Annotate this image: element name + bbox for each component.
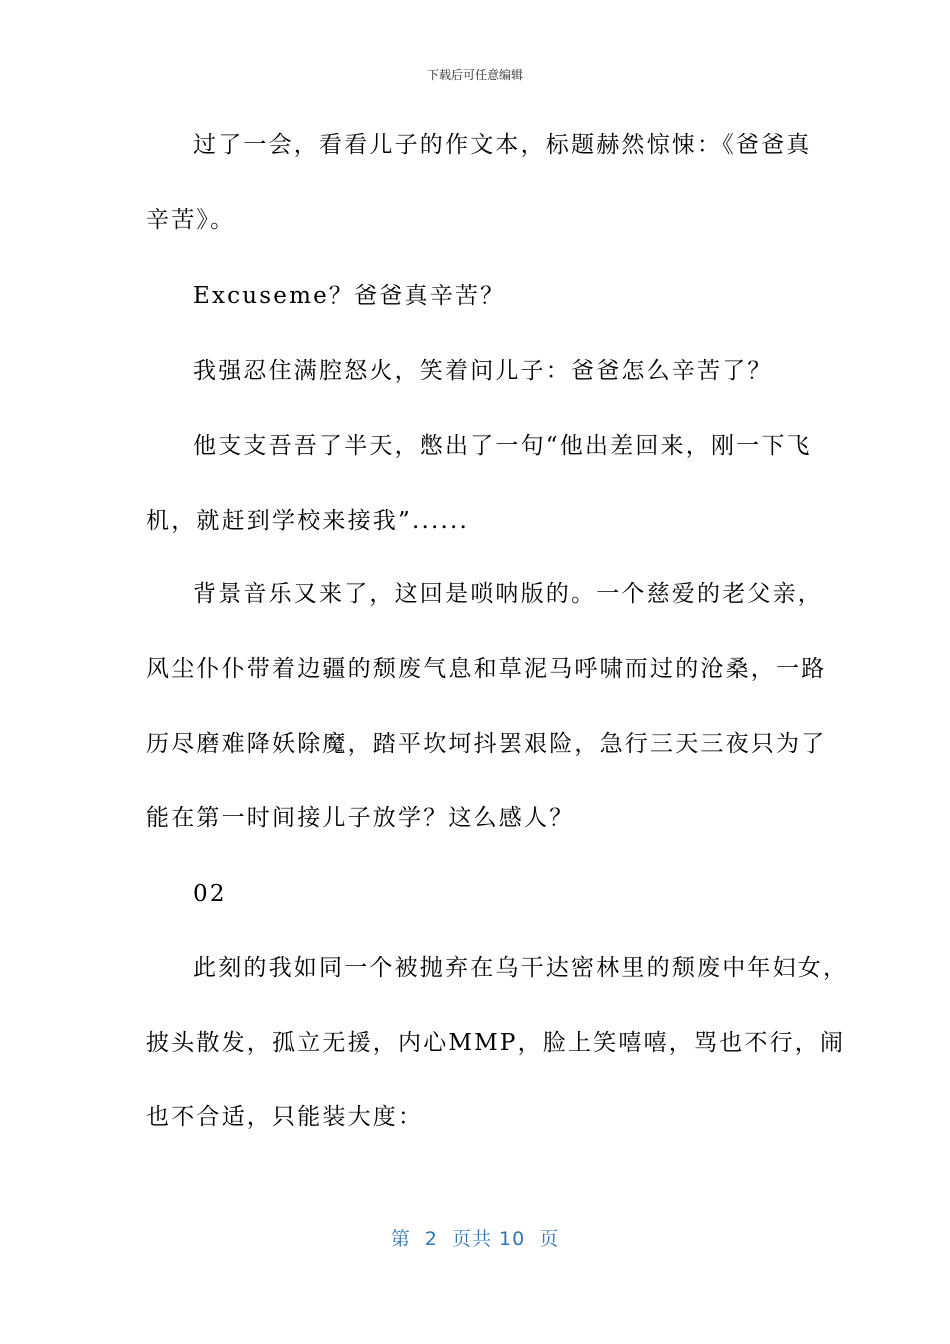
paragraph-line: 也不合适，只能装大度： — [146, 1104, 424, 1130]
paragraph-line: 风尘仆仆带着边疆的颓废气息和草泥马呼啸而过的沧桑，一路 — [146, 656, 827, 682]
section-number: 02 — [193, 881, 227, 907]
paragraph-line: 披头散发，孤立无援，内心MMP，脸上笑嘻嘻，骂也不行，闹 — [146, 1030, 846, 1056]
page-number-footer: 第 2 页共 10 页 — [390, 1228, 560, 1250]
paragraph-line: 过了一会，看看儿子的作文本，标题赫然惊悚：《爸爸真 — [193, 132, 812, 158]
paragraph-line: 我强忍住满腔怒火，笑着问儿子：爸爸怎么辛苦了？ — [193, 358, 773, 384]
paragraph-line: 背景音乐又来了，这回是唢呐版的。一个慈爱的老父亲， — [193, 581, 823, 607]
paragraph-line: 辛苦》。 — [146, 207, 236, 233]
paragraph-line: Excuseme？爸爸真辛苦？ — [193, 283, 506, 309]
paragraph-line: 此刻的我如同一个被抛弃在乌干达密林里的颓废中年妇女， — [193, 955, 849, 981]
paragraph-line: 能在第一时间接儿子放学？这么感人？ — [146, 805, 575, 831]
page-header: 下载后可任意编辑 — [426, 68, 523, 82]
paragraph-line: 历尽磨难降妖除魔，踏平坎坷抖罢艰险，急行三天三夜只为了 — [146, 731, 827, 757]
paragraph-line: 机，就赶到学校来接我”...... — [146, 508, 470, 534]
paragraph-line: 他支支吾吾了半天，憋出了一句“他出差回来，刚一下飞 — [193, 433, 812, 459]
